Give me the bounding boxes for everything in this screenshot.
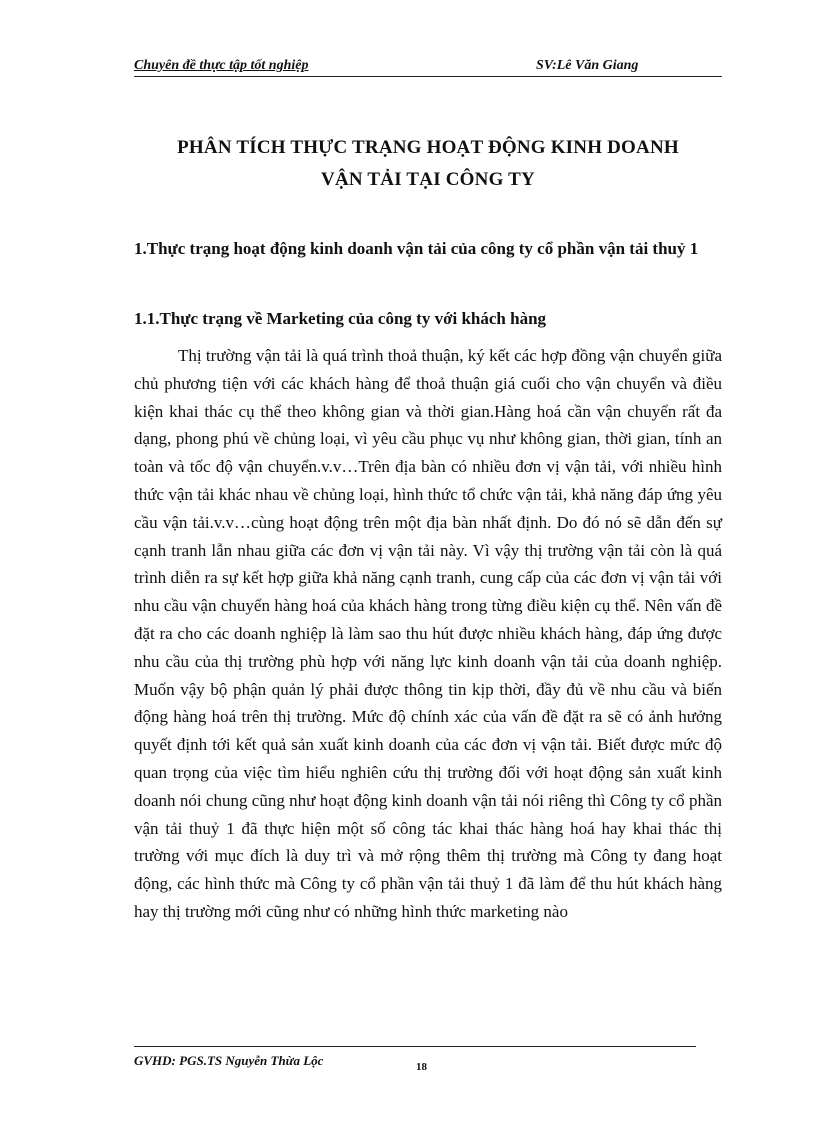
body-paragraph: Thị trường vận tải là quá trình thoả thuận, ký kết các hợp đồng vận chuyển giữa chủ phương tiện với các khách hàng để thoả thuận giá cuối cho vận chuyển và điều kiện khai thác cụ thể theo không gian và thời gian.Hàng hoá cần vận chuyển rất đa dạng, phong phú về chủng loại, vì yêu cầu phục vụ như không gian, thời gian, tính an toàn và tốc độ vận chuyển.v.v…Trên địa bàn có nhiều đơn vị vận tải, với nhiều hình thức vận tải khác nhau về chủng loại, hình thức tổ chức vận tải, khả năng đáp ứng yêu cầu vận tải.v.v…cùng hoạt động trên một địa bàn nhất định. Do đó nó sẽ dẫn đến sự cạnh tranh lẫn nhau giữa các đơn vị vận tải này. Vì vậy thị trường vận tải còn là quá trình diễn ra sự kết hợp giữa khả năng cạnh tranh, cung cấp của các đơn vị vận tải với nhu cầu vận chuyển hàng hoá của khách hàng trong từng điều kiện cụ thể. Nên vấn đề đặt ra cho các doanh nghiệp là làm sao thu hút được nhiều khách hàng, đáp ứng được nhu cầu của thị trường phù hợp với năng lực kinh doanh vận tải của doanh nghiệp. Muốn vậy bộ phận quản lý phải được thông tin kịp thời, đầy đủ về nhu cầu và biến động hàng hoá trên thị trường. Mức độ chính xác của vấn đề đặt ra sẽ có ảnh hưởng quyết định tới kết quả sản xuất kinh doanh của các đơn vị vận tải. Biết được mức độ quan trọng của việc tìm hiểu nghiên cứu thị trường đối với hoạt động sản xuất kinh doanh nói chung cũng như hoạt động kinh doanh vận tải nói riêng thì Công ty cổ phần vận tải thuỷ 1 đã thực hiện một số công tác khai thác hàng hoá hay khai thác thị trường với mục đích là duy trì và mở rộng thêm thị trường mà Công ty đang hoạt động, các hình thức mà Công ty cổ phần vận tải thuỷ 1 đã làm để thu hút khách hàng hay thị trường mới cũng như có những hình thức marketing nào — [134, 346, 722, 921]
page-number: 18 — [416, 1061, 427, 1073]
chapter-title — [134, 132, 722, 196]
page-header — [134, 56, 722, 77]
page-footer — [134, 1046, 696, 1073]
chapter-title-line-1: PHÂN TÍCH THỰC TRẠNG HOẠT ĐỘNG KINH DOANH — [177, 137, 679, 158]
header-document-type: Chuyên đề thực tập tốt nghiệp — [134, 58, 309, 73]
subsection-heading: 1.1.Thực trạng về Marketing của công ty với khách hàng — [134, 309, 547, 328]
footer-advisor: GVHD: PGS.TS Nguyễn Thừa Lộc — [134, 1053, 324, 1068]
section-heading: 1.Thực trạng hoạt động kinh doanh vận tải của công ty cổ phần vận tải thuỷ 1 — [134, 239, 699, 258]
header-student-name: SV:Lê Văn Giang — [536, 58, 639, 73]
chapter-title-line-2: VẬN TẢI TẠI CÔNG TY — [321, 169, 535, 190]
